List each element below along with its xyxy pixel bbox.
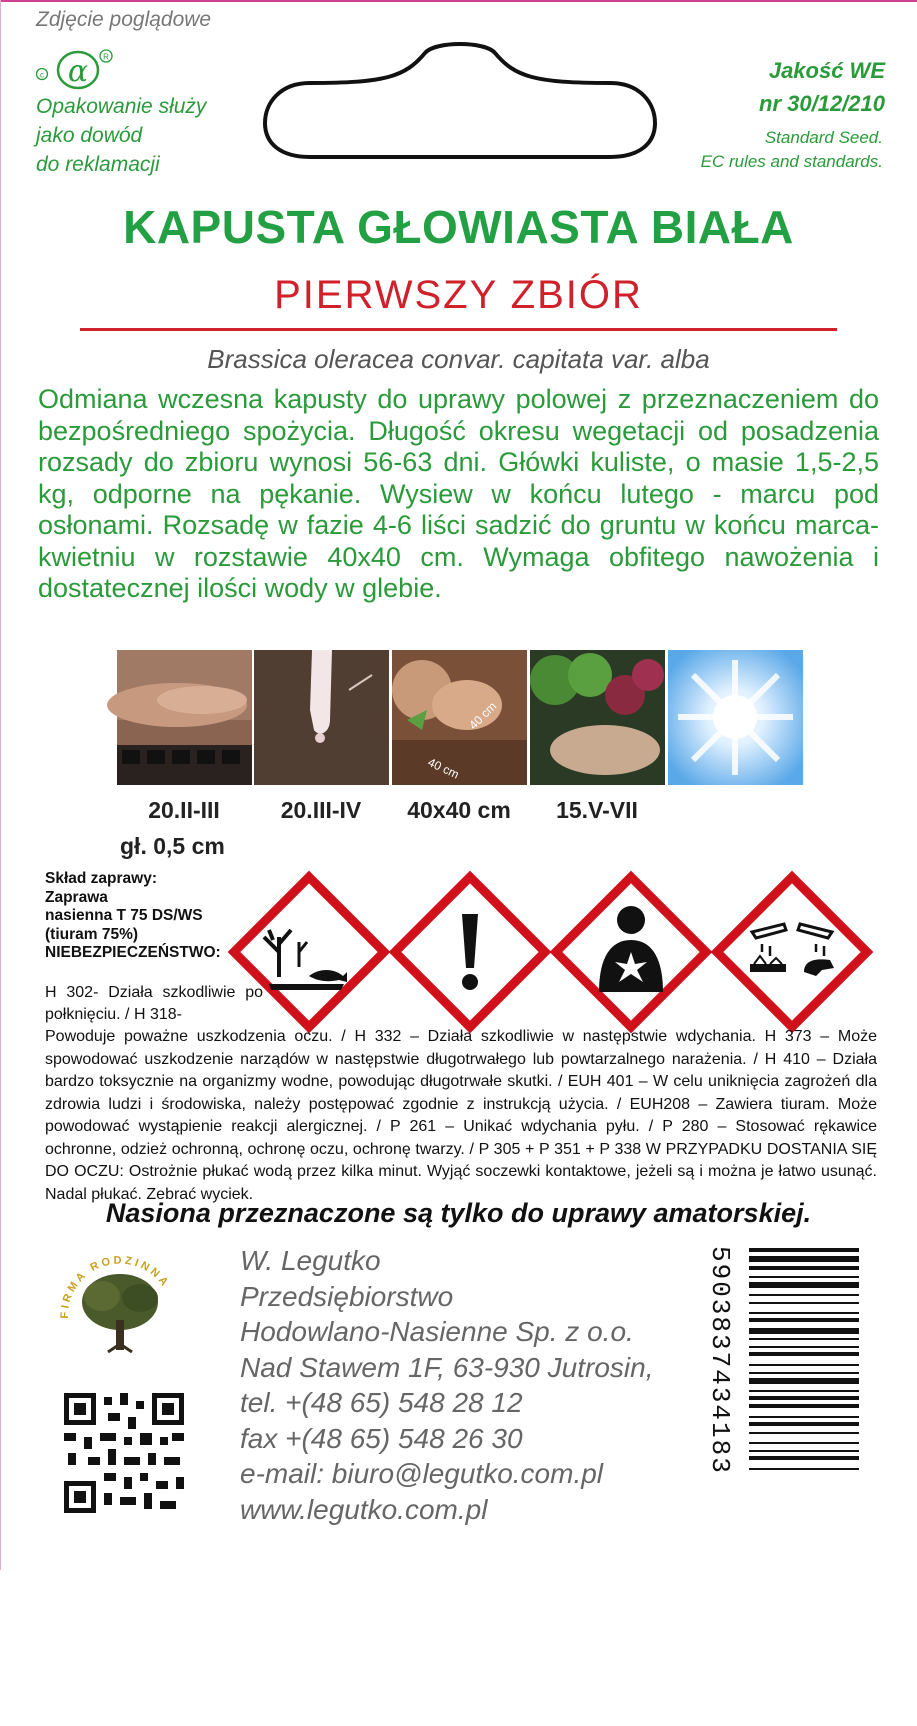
company-phone: tel. +(48 65) 548 28 12 xyxy=(240,1387,523,1418)
barcode-bar xyxy=(749,1450,859,1452)
environment-icon xyxy=(229,872,389,1032)
preview-note: Zdjęcie poglądowe xyxy=(36,8,212,31)
barcode-bar xyxy=(749,1294,859,1296)
packaging-line: jako dowód xyxy=(36,124,143,147)
company-fax: fax +(48 65) 548 26 30 xyxy=(240,1422,523,1454)
standard-note xyxy=(701,126,883,174)
barcode-bar xyxy=(749,1432,859,1434)
packaging-line: do reklamacji xyxy=(36,153,160,176)
title-divider xyxy=(80,328,837,331)
company-address xyxy=(240,1243,653,1527)
company-address-line: Nad Stawem 1F, 63-930 Jutrosin, xyxy=(240,1351,654,1383)
barcode-bar xyxy=(749,1396,859,1400)
product-title: KAPUSTA GŁOWIASTA BIAŁA xyxy=(123,201,794,253)
company-email: e-mail: biuro@legutko.com.pl xyxy=(240,1458,604,1489)
barcode-bar xyxy=(749,1312,859,1314)
planting-date-label: 20.III-IV xyxy=(280,797,362,823)
company-website[interactable]: www.legutko.com.pl xyxy=(240,1493,488,1525)
barcode-bar xyxy=(749,1404,859,1408)
hazard-lead-text: H 302- Działa szkodliwie po połknięciu. / H 318- xyxy=(45,984,263,1023)
standard-line: EC rules and standards. xyxy=(700,152,883,171)
sun-photo xyxy=(668,650,803,785)
amateur-use-note: Nasiona przeznaczone są tylko do uprawy amatorskiej. xyxy=(105,1198,812,1228)
latin-name: Brassica oleracea convar. capitata var. alba xyxy=(207,344,710,374)
treatment-line: Skład zaprawy: xyxy=(45,870,157,887)
barcode-number: 5903837434183 xyxy=(705,1246,735,1475)
corrosion-icon xyxy=(712,872,872,1032)
sowing-photo xyxy=(117,650,252,785)
barcode-bar xyxy=(749,1390,859,1392)
treatment-line: nasienna T 75 DS/WS xyxy=(45,907,203,924)
spacing-photo xyxy=(392,650,527,785)
svg-text:R: R xyxy=(103,52,109,62)
health-hazard-icon xyxy=(551,872,711,1032)
barcode-bar xyxy=(749,1352,859,1356)
family-company-badge-icon xyxy=(50,1240,190,1370)
barcode-bar xyxy=(749,1422,859,1426)
packaging-line: Opakowanie służy xyxy=(36,95,207,118)
svg-text:α: α xyxy=(67,54,89,89)
svg-text:c: c xyxy=(40,70,44,80)
variety-name: PIERWSZY ZBIÓR xyxy=(274,273,643,317)
barcode-bar xyxy=(749,1318,859,1322)
company-name: W. Legutko xyxy=(240,1245,381,1276)
company-line: Hodowlano-Nasienne Sp. z o.o. xyxy=(240,1316,634,1347)
sowing-depth-label: gł. 0,5 cm xyxy=(120,833,225,859)
barcode-bar xyxy=(749,1282,859,1288)
hazard-statements: Powoduje poważne uszkodzenia oczu. / H 332 – Działa szkodliwie w następstwie wdychania. H 373 – Może spowodować uszkodzenie narządów w następstwie długotrwałego lub powtarzalnego narażenia. / H 410 – Działa bardzo toksycznie na organizmy wodne, powodując długotrwałe skutki. / EUH 401 – W celu uniknięcia zagrożeń dla zdrowia ludzi i środowiska, należy postępować zgodnie z instrukcją użycia. / EUH208 – Zawiera tiuram. Może powodować wystąpienie reakcji alergicznej. / P 261 – Unikać wdychania pyłu. / P 280 – Stosować rękawice ochronne, odzież ochronną, ochronę oczu, ochronę twarzy. / P 305 + P 351 + P 338 W PRZYPADKU DOSTANIA SIĘ DO OCZU: Ostrożnie płukać wodą przez kilka minut. Wyjąć soczewki kontaktowe, jeżeli są i można je łatwo usunąć. Nadal płukać. Zebrać wyciek. xyxy=(45,1028,877,1203)
barcode-bar xyxy=(749,1256,859,1262)
barcode-bar xyxy=(749,1416,859,1418)
hanger-hole-outline xyxy=(255,35,665,170)
exclamation-icon xyxy=(390,872,550,1032)
standard-line: Standard Seed. xyxy=(764,128,883,147)
top-border xyxy=(0,0,917,2)
barcode-bar xyxy=(749,1248,859,1252)
seed-treatment-info xyxy=(45,870,253,963)
spacing-label: 40x40 cm xyxy=(407,797,511,823)
barcode-icon xyxy=(705,1244,861,1526)
barcode-bar xyxy=(749,1328,859,1334)
barcode-bar xyxy=(749,1338,859,1340)
barcode-bar xyxy=(749,1372,859,1374)
barcode-bar xyxy=(749,1266,859,1270)
treatment-line: (tiuram 75%) xyxy=(45,925,139,943)
harvest-photo xyxy=(530,650,665,785)
barcode-bar xyxy=(749,1442,859,1444)
treatment-line: Zaprawa xyxy=(45,888,108,906)
barcode-bar xyxy=(749,1302,859,1304)
packaging-note xyxy=(36,92,256,179)
barcode-bar xyxy=(749,1468,859,1470)
quality-line: Jakość WE xyxy=(768,58,885,83)
barcode-bar xyxy=(749,1276,859,1278)
sowing-date-label: 20.II-III xyxy=(148,797,220,823)
spacing-mark: 40 cm xyxy=(425,755,462,782)
qr-code-icon xyxy=(64,1393,184,1513)
planting-photo xyxy=(254,650,389,785)
product-description: Odmiana wczesna kapusty do uprawy polowej z przeznaczeniem do bezpośredniego spożycia. Długość okresu wegetacji od posadzenia rozsady do zbioru wynosi 56-63 dni. Główki kuliste, o masie 1,5-2,5 kg, odporne na pękanie. Wysiew w końcu lutego - marcu pod osłonami. Rozsadę w fazie 4-6 liści sadzić do gruntu w końcu marca- kwietniu w rozstawie 40x40 cm. Wymaga obfitego nawożenia i dostatecznej ilości wody w glebie. xyxy=(38,384,879,603)
barcode-bar xyxy=(749,1378,859,1384)
alpha-logo-icon xyxy=(36,48,120,94)
danger-signal-word: NIEBEZPIECZEŃSTWO: xyxy=(45,944,221,961)
harvest-date-label: 15.V-VII xyxy=(556,797,638,823)
barcode-bar xyxy=(749,1456,859,1460)
quality-badge xyxy=(759,54,885,120)
barcode-bar xyxy=(749,1346,859,1348)
badge-text: FIRMA RODZINNA xyxy=(58,1254,172,1319)
spacing-mark: 40 cm xyxy=(466,699,500,733)
company-line: Przedsiębiorstwo xyxy=(240,1280,454,1312)
quality-line: nr 30/12/210 xyxy=(759,91,885,116)
barcode-bar xyxy=(749,1364,859,1366)
